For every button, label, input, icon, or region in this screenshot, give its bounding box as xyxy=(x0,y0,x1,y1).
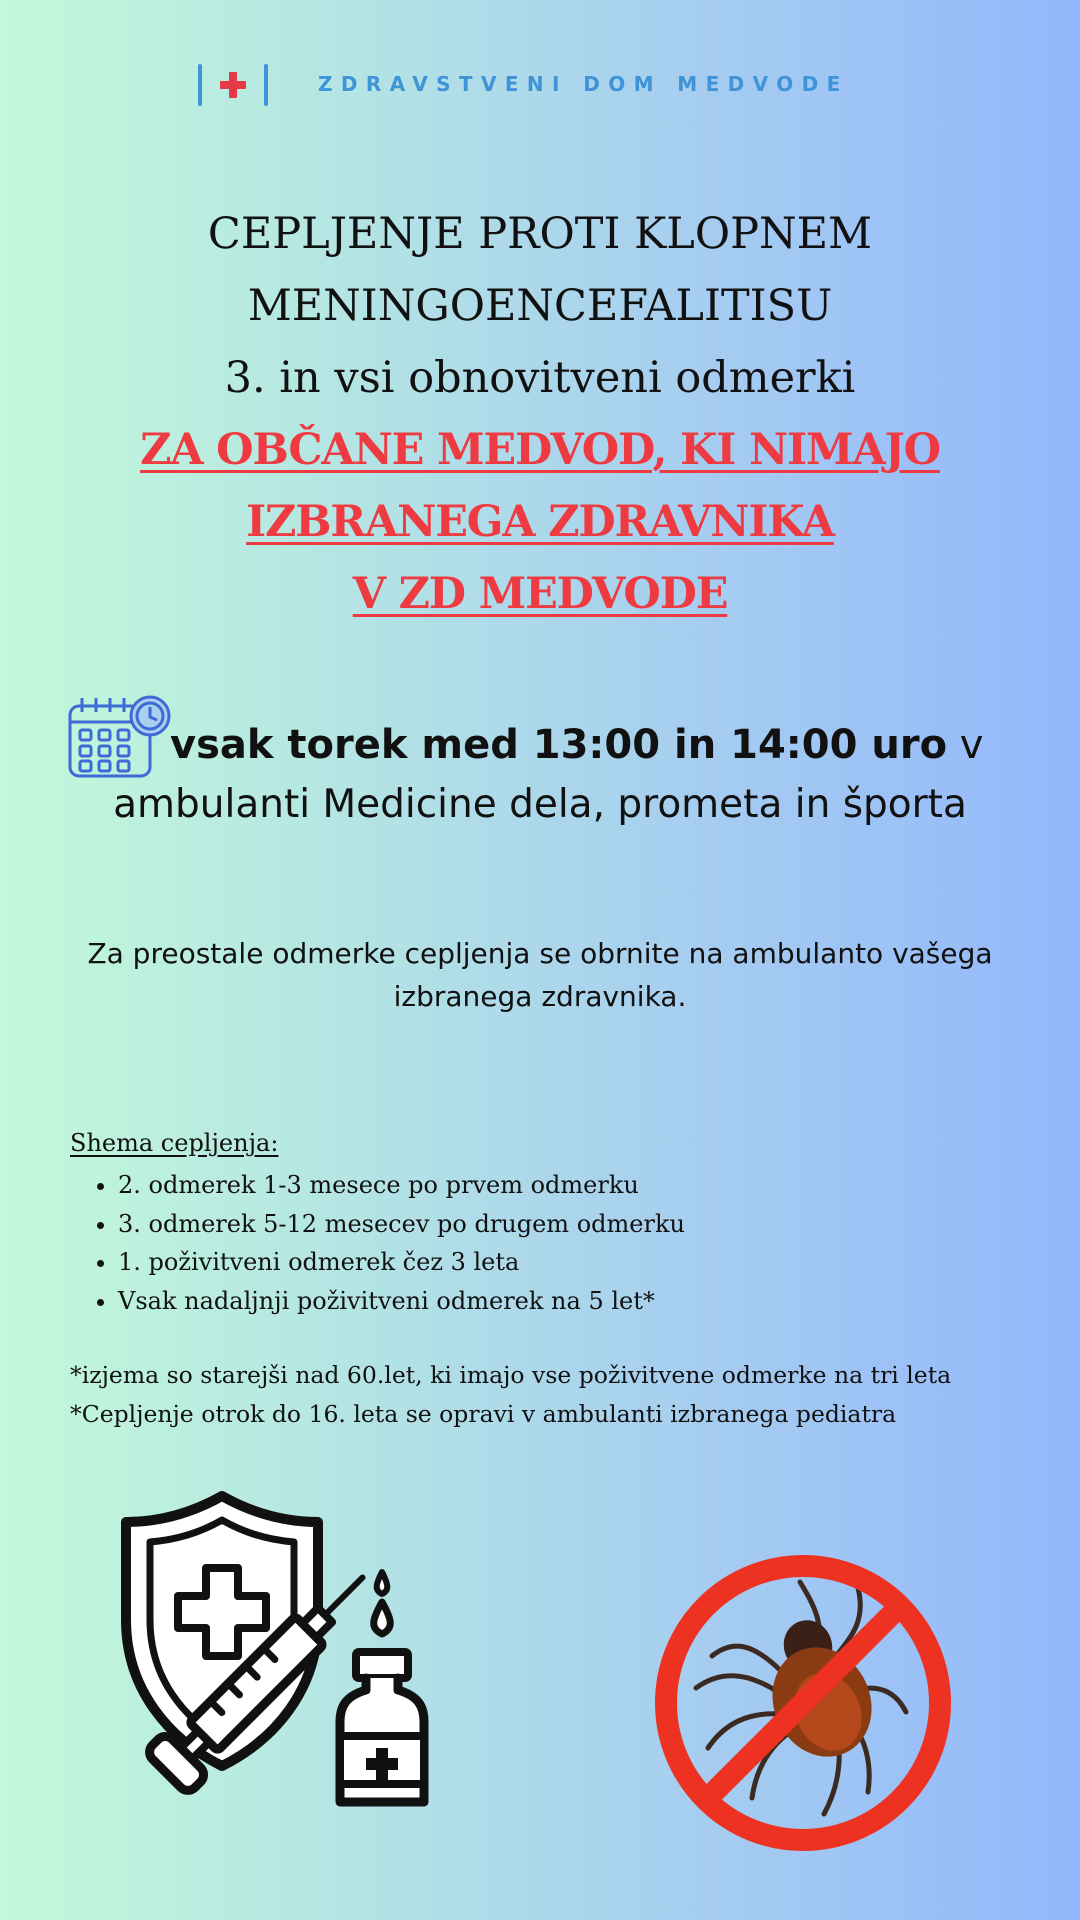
highlight-line-2: IZBRANEGA ZDRAVNIKA xyxy=(246,497,834,547)
schedule-location: ambulanti Medicine dela, prometa in športa xyxy=(113,782,967,827)
footnote-1: *izjema so starejši nad 60.let, ki imajo vse poživitvene odmerke na tri leta xyxy=(70,1361,952,1389)
title-line-2: MENINGOENCEFALITISU xyxy=(247,281,833,331)
scheme-item: • 2. odmerek 1-3 mesece po prvem odmerku xyxy=(118,1166,1030,1205)
footnotes xyxy=(70,1356,1060,1434)
calendar-clock-icon xyxy=(68,694,172,780)
title-line-3: 3. in vsi obnovitveni odmerki xyxy=(224,353,856,403)
medical-cross-icon xyxy=(196,62,270,108)
title-block xyxy=(0,198,1080,630)
scheme-item: • 3. odmerek 5-12 mesecev po drugem odmerku xyxy=(118,1205,1030,1244)
title-line-1: CEPLJENJE PROTI KLOPNEM xyxy=(207,209,873,259)
scheme-heading: Shema cepljenja: xyxy=(70,1129,279,1157)
schedule-time-bold: vsak torek med 13:00 in 14:00 uro xyxy=(170,722,948,768)
vaccine-shield-icon xyxy=(120,1490,430,1810)
schedule-time-suffix: v xyxy=(947,722,984,768)
no-tick-icon xyxy=(652,1552,954,1854)
vaccination-scheme xyxy=(70,1124,1030,1320)
footnote-2: *Cepljenje otrok do 16. leta se opravi v ambulanti izbranega pediatra xyxy=(70,1400,897,1428)
schedule-time xyxy=(170,722,983,768)
highlight-line-3: V ZD MEDVODE xyxy=(352,569,728,619)
highlight-line-1: ZA OBČANE MEDVOD, KI NIMAJO xyxy=(140,425,940,475)
other-doses-note: Za preostale odmerke cepljenja se obrnite na ambulanto vašega izbranega zdravnika. xyxy=(87,937,993,1013)
scheme-item: • 1. poživitveni odmerek čez 3 leta xyxy=(118,1243,1030,1282)
scheme-list xyxy=(70,1166,1030,1320)
organization-name: ZDRAVSTVENI DOM MEDVODE xyxy=(318,72,849,96)
scheme-item: • Vsak nadaljnji poživitveni odmerek na 5 let* xyxy=(118,1282,1030,1321)
